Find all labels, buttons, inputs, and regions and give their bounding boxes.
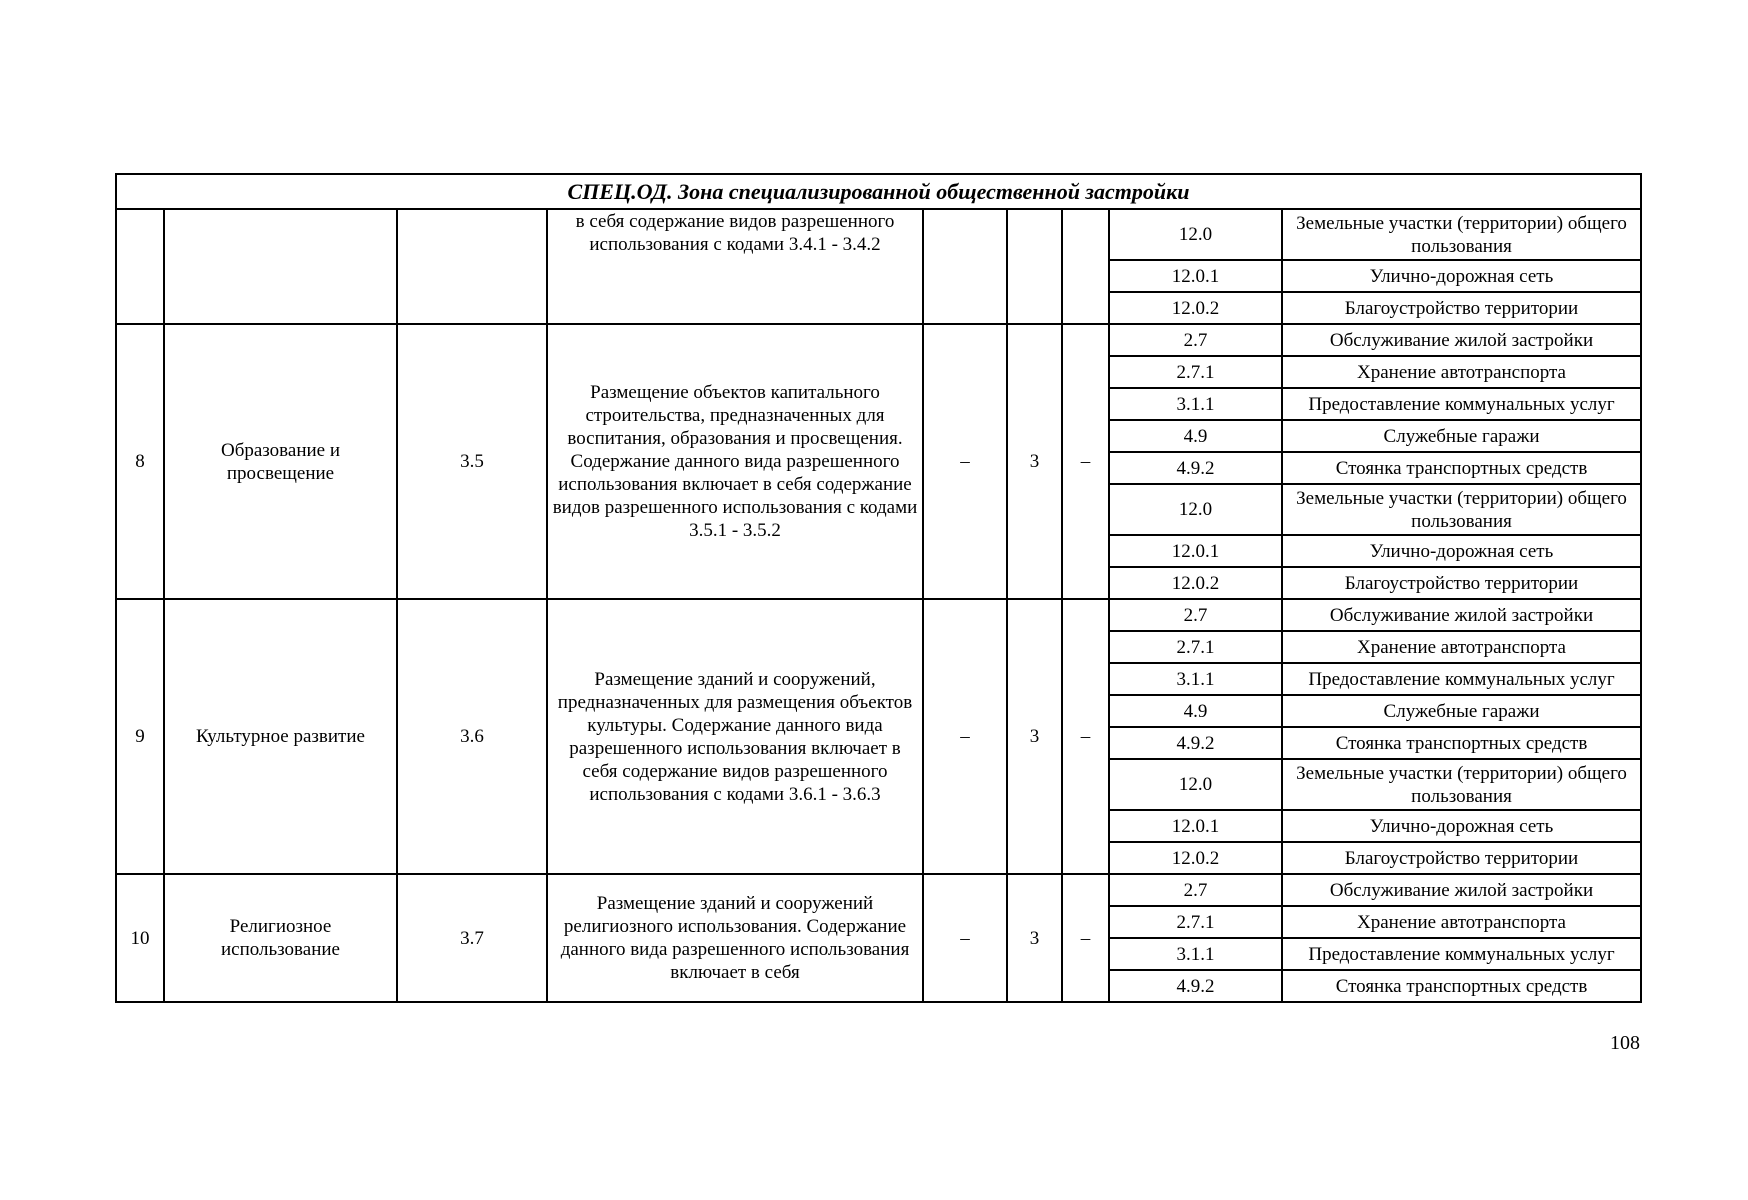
sub-code-cell: 12.0.2 [1109,842,1282,874]
sub-code-cell: 12.0.1 [1109,535,1282,567]
param-cell-1: – [923,599,1007,874]
sub-name-cell: Благоустройство территории [1282,842,1641,874]
sub-code-cell: 12.0 [1109,759,1282,810]
sub-code-cell: 4.9.2 [1109,727,1282,759]
param-cell-2: 3 [1007,874,1062,1002]
sub-name-cell: Стоянка транспортных средств [1282,727,1641,759]
sub-code-cell: 4.9.2 [1109,970,1282,1002]
sub-name-cell: Предоставление коммунальных услуг [1282,663,1641,695]
param-cell-1 [923,209,1007,324]
sub-code-cell: 3.1.1 [1109,388,1282,420]
page-number: 108 [1610,1032,1640,1054]
description-cell: в себя содержание видов разрешенного использования с кодами 3.4.1 - 3.4.2 [547,209,923,324]
sub-name-cell: Стоянка транспортных средств [1282,452,1641,484]
sub-name-cell: Земельные участки (территории) общего пользования [1282,209,1641,260]
param-cell-3 [1062,209,1109,324]
row-number-cell: 10 [116,874,164,1002]
sub-code-cell: 12.0.1 [1109,810,1282,842]
sub-name-cell: Служебные гаражи [1282,695,1641,727]
sub-name-cell: Обслуживание жилой застройки [1282,324,1641,356]
sub-code-cell: 2.7 [1109,599,1282,631]
sub-name-cell: Стоянка транспортных средств [1282,970,1641,1002]
sub-code-cell: 12.0.2 [1109,292,1282,324]
sub-code-cell: 3.1.1 [1109,663,1282,695]
sub-code-cell: 3.1.1 [1109,938,1282,970]
use-name-cell: Культурное развитие [164,599,397,874]
table-row [116,324,1641,356]
sub-name-cell: Благоустройство территории [1282,292,1641,324]
use-code-cell [397,209,547,324]
sub-name-cell: Хранение автотранспорта [1282,906,1641,938]
table-row [116,874,1641,906]
row-number-cell: 9 [116,599,164,874]
table-row [116,209,1641,260]
zone-title: СПЕЦ.ОД. Зона специализированной общественной застройки [116,174,1641,209]
sub-name-cell: Благоустройство территории [1282,567,1641,599]
sub-name-cell: Улично-дорожная сеть [1282,535,1641,567]
sub-code-cell: 4.9 [1109,420,1282,452]
param-cell-1: – [923,874,1007,1002]
sub-name-cell: Служебные гаражи [1282,420,1641,452]
param-cell-3: – [1062,599,1109,874]
param-cell-2: 3 [1007,324,1062,599]
sub-code-cell: 2.7 [1109,324,1282,356]
description-cell: Размещение зданий и сооружений, предназначенных для размещения объектов культуры. Содержание данного вида разрешенного использования включает в себя содержание видов разрешенного использования с кодами 3.6.1 - 3.6.3 [547,599,923,874]
param-cell-2: 3 [1007,599,1062,874]
sub-name-cell: Улично-дорожная сеть [1282,810,1641,842]
sub-name-cell: Обслуживание жилой застройки [1282,874,1641,906]
sub-name-cell: Улично-дорожная сеть [1282,260,1641,292]
use-name-cell: Религиозное использование [164,874,397,1002]
sub-code-cell: 2.7.1 [1109,906,1282,938]
param-cell-2 [1007,209,1062,324]
title-row [116,174,1641,209]
sub-name-cell: Земельные участки (территории) общего пользования [1282,484,1641,535]
sub-code-cell: 4.9 [1109,695,1282,727]
zone-table [115,173,1642,1003]
description-cell: Размещение зданий и сооружений религиозного использования. Содержание данного вида разрешенного использования включает в себя [547,874,923,1002]
sub-code-cell: 2.7.1 [1109,356,1282,388]
description-cell: Размещение объектов капитального строительства, предназначенных для воспитания, образования и просвещения. Содержание данного вида разрешенного использования включает в себя содержание видов разрешенного использования с кодами 3.5.1 - 3.5.2 [547,324,923,599]
sub-name-cell: Обслуживание жилой застройки [1282,599,1641,631]
sub-name-cell: Предоставление коммунальных услуг [1282,388,1641,420]
sub-code-cell: 12.0.1 [1109,260,1282,292]
row-number-cell [116,209,164,324]
table-body [116,174,1641,1002]
use-code-cell: 3.6 [397,599,547,874]
sub-code-cell: 2.7 [1109,874,1282,906]
param-cell-3: – [1062,324,1109,599]
param-cell-3: – [1062,874,1109,1002]
use-code-cell: 3.5 [397,324,547,599]
sub-code-cell: 4.9.2 [1109,452,1282,484]
sub-name-cell: Предоставление коммунальных услуг [1282,938,1641,970]
sub-code-cell: 12.0 [1109,209,1282,260]
use-name-cell: Образование и просвещение [164,324,397,599]
use-code-cell: 3.7 [397,874,547,1002]
sub-code-cell: 12.0 [1109,484,1282,535]
use-name-cell [164,209,397,324]
sub-name-cell: Хранение автотранспорта [1282,356,1641,388]
sub-code-cell: 2.7.1 [1109,631,1282,663]
table-row [116,599,1641,631]
row-number-cell: 8 [116,324,164,599]
param-cell-1: – [923,324,1007,599]
sub-name-cell: Хранение автотранспорта [1282,631,1641,663]
sub-name-cell: Земельные участки (территории) общего пользования [1282,759,1641,810]
sub-code-cell: 12.0.2 [1109,567,1282,599]
